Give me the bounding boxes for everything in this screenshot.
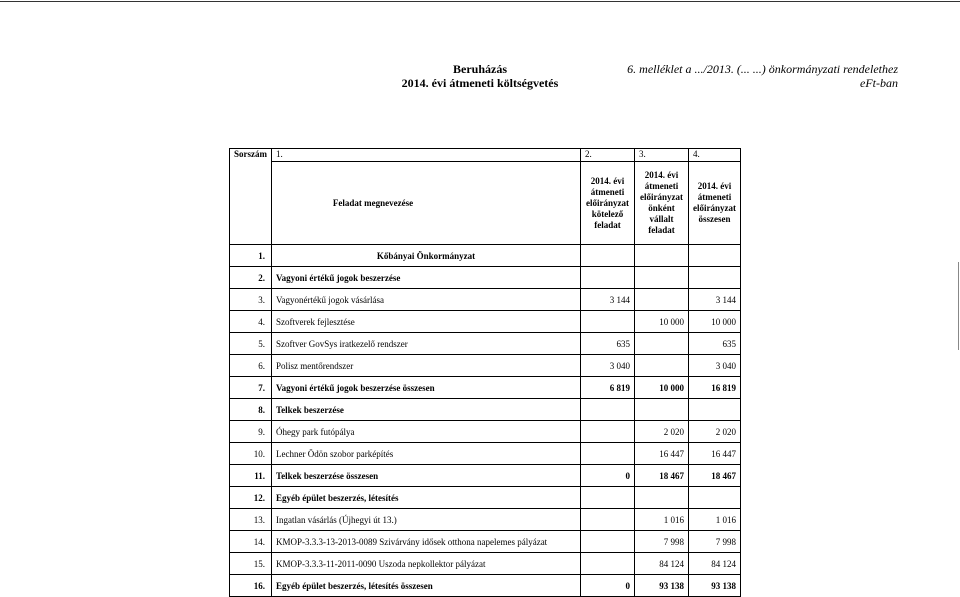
row-osszesen-value: 16 819: [689, 377, 741, 399]
row-name: Polisz mentőrendszer: [272, 355, 581, 377]
row-osszesen-value: 635: [689, 333, 741, 355]
row-kotelezo-value: [581, 443, 635, 465]
column-number-row: [230, 149, 741, 162]
row-onkent-value: [635, 289, 689, 311]
row-number: 9.: [230, 421, 272, 443]
row-osszesen-value: 7 998: [689, 531, 741, 553]
row-osszesen-value: 3 040: [689, 355, 741, 377]
row-name: Óhegy park futópálya: [272, 421, 581, 443]
row-onkent-value: 10 000: [635, 311, 689, 333]
row-name: Lechner Ödön szobor parképítés: [272, 443, 581, 465]
row-name: Vagyoni értékű jogok beszerzése összesen: [272, 377, 581, 399]
table-row: [230, 267, 741, 289]
table-row: [230, 553, 741, 575]
row-kotelezo-value: [581, 399, 635, 421]
row-name: Vagyonértékű jogok vásárlása: [272, 289, 581, 311]
row-name: Egyéb épület beszerzés, létesítés összesen: [272, 575, 581, 597]
row-onkent-value: 10 000: [635, 377, 689, 399]
row-number: 2.: [230, 267, 272, 289]
top-border-line: [0, 1, 960, 2]
row-kotelezo-value: [581, 553, 635, 575]
row-number: 5.: [230, 333, 272, 355]
table-row: [230, 531, 741, 553]
row-onkent-value: [635, 487, 689, 509]
row-number: 14.: [230, 531, 272, 553]
row-onkent-value: [635, 355, 689, 377]
row-number: 16.: [230, 575, 272, 597]
row-onkent-value: [635, 399, 689, 421]
row-name: Telkek beszerzése összesen: [272, 465, 581, 487]
row-osszesen-value: [689, 245, 741, 267]
onkent-header: 2014. évi átmeneti előirányzat önként vállalt feladat: [635, 162, 689, 245]
row-kotelezo-value: [581, 311, 635, 333]
row-name: Szoftver GovSys iratkezelő rendszer: [272, 333, 581, 355]
row-osszesen-value: 16 447: [689, 443, 741, 465]
row-name: KMOP-3.3.3-11-2011-0090 Uszoda nepkollektor pályázat: [272, 553, 581, 575]
row-number: 10.: [230, 443, 272, 465]
row-kotelezo-value: [581, 267, 635, 289]
row-osszesen-value: [689, 487, 741, 509]
sorszam-header: Sorszám: [234, 149, 267, 159]
table-row: [230, 377, 741, 399]
row-onkent-value: 1 016: [635, 509, 689, 531]
row-kotelezo-value: [581, 531, 635, 553]
row-name: KMOP-3.3.3-13-2013-0089 Szivárvány idősek otthona napelemes pályázat: [272, 531, 581, 553]
col-number-1: 1.: [272, 149, 581, 162]
table-row: [230, 575, 741, 597]
row-kotelezo-value: 3 144: [581, 289, 635, 311]
row-onkent-value: 7 998: [635, 531, 689, 553]
row-osszesen-value: [689, 267, 741, 289]
row-kotelezo-value: 3 040: [581, 355, 635, 377]
table-row: [230, 355, 741, 377]
table-row: [230, 333, 741, 355]
annex-line-1: 6. melléklet a .../2013. (... ...) önkormányzati rendelethez: [627, 62, 898, 76]
row-osszesen-value: 1 016: [689, 509, 741, 531]
row-onkent-value: 18 467: [635, 465, 689, 487]
row-kotelezo-value: [581, 245, 635, 267]
table-row: [230, 245, 741, 267]
row-kotelezo-value: [581, 509, 635, 531]
table-row: [230, 509, 741, 531]
col-number-3: 3.: [635, 149, 689, 162]
row-number: 6.: [230, 355, 272, 377]
row-kotelezo-value: 0: [581, 575, 635, 597]
row-osszesen-value: [689, 399, 741, 421]
annex-reference: [558, 62, 898, 90]
osszesen-header: 2014. évi átmeneti előirányzat összesen: [689, 162, 741, 245]
row-kotelezo-value: 635: [581, 333, 635, 355]
row-osszesen-value: 84 124: [689, 553, 741, 575]
table-row: [230, 443, 741, 465]
row-number: 4.: [230, 311, 272, 333]
title-line-1: Beruházás: [453, 62, 507, 76]
row-onkent-value: [635, 333, 689, 355]
row-number: 15.: [230, 553, 272, 575]
row-name: Vagyoni értékű jogok beszerzése: [272, 267, 581, 289]
row-onkent-value: 2 020: [635, 421, 689, 443]
table-row: [230, 487, 741, 509]
row-osszesen-value: 93 138: [689, 575, 741, 597]
row-kotelezo-value: [581, 487, 635, 509]
table-body: [230, 245, 741, 597]
budget-table: [229, 148, 741, 597]
row-osszesen-value: 2 020: [689, 421, 741, 443]
row-onkent-value: 93 138: [635, 575, 689, 597]
row-name: Szoftverek fejlesztése: [272, 311, 581, 333]
row-onkent-value: 16 447: [635, 443, 689, 465]
table-row: [230, 289, 741, 311]
row-onkent-value: 84 124: [635, 553, 689, 575]
row-number: 8.: [230, 399, 272, 421]
row-kotelezo-value: 6 819: [581, 377, 635, 399]
row-kotelezo-value: 0: [581, 465, 635, 487]
row-onkent-value: [635, 267, 689, 289]
row-name: Egyéb épület beszerzés, létesítés: [272, 487, 581, 509]
row-kotelezo-value: [581, 421, 635, 443]
col-number-2: 2.: [581, 149, 635, 162]
unit-label: eFt-ban: [860, 76, 898, 90]
table-row: [230, 421, 741, 443]
table-row: [230, 399, 741, 421]
kotelezo-header: 2014. évi átmeneti előirányzat kötelező feladat: [581, 162, 635, 245]
title-line-2: 2014. évi átmeneti költségvetés: [401, 76, 559, 90]
table-row: [230, 465, 741, 487]
row-number: 1.: [230, 245, 272, 267]
row-onkent-value: [635, 245, 689, 267]
feladat-header: Feladat megnevezése: [272, 162, 581, 245]
row-name: Ingatlan vásárlás (Újhegyi út 13.): [272, 509, 581, 531]
column-label-row: [230, 162, 741, 245]
row-osszesen-value: 3 144: [689, 289, 741, 311]
row-number: 13.: [230, 509, 272, 531]
row-name: Kőbányai Önkormányzat: [272, 245, 581, 267]
sorszam-header-cell: [230, 149, 272, 245]
table-row: [230, 311, 741, 333]
row-number: 3.: [230, 289, 272, 311]
row-number: 7.: [230, 377, 272, 399]
row-osszesen-value: 10 000: [689, 311, 741, 333]
row-number: 11.: [230, 465, 272, 487]
scan-edge-line: [958, 262, 959, 350]
document-title: [400, 62, 560, 90]
row-number: 12.: [230, 487, 272, 509]
row-name: Telkek beszerzése: [272, 399, 581, 421]
col-number-4: 4.: [689, 149, 741, 162]
row-osszesen-value: 18 467: [689, 465, 741, 487]
